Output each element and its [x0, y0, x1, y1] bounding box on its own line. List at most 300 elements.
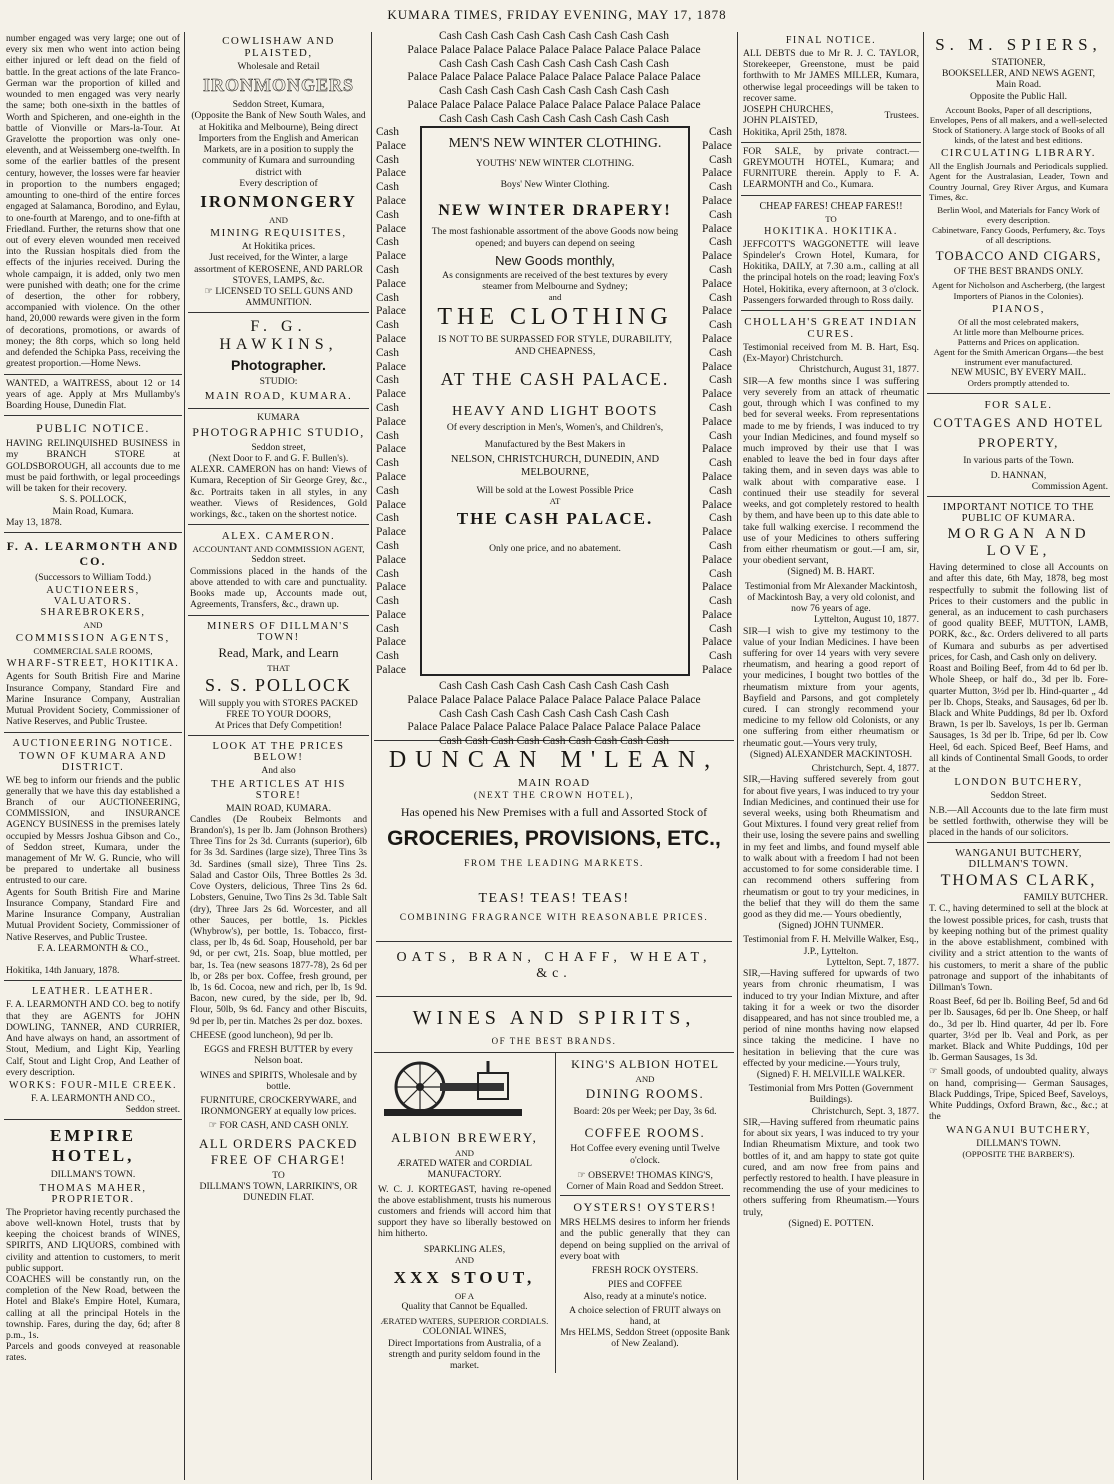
wanganui-heading: WANGANUI BUTCHERY, DILLMAN'S TOWN. — [955, 848, 1082, 871]
cash-palace-border-word: Palace — [701, 305, 732, 318]
commission-agent: Commission Agent. — [1031, 480, 1108, 492]
column-rule — [184, 32, 185, 1480]
cash-palace-border-word: Cash — [620, 30, 644, 42]
surpassed-text: IS NOT TO BE SURPASSED FOR STYLE, DURABILITY, AND CHEAPNESS, — [438, 334, 672, 357]
cash-palace-border-word: Cash — [620, 57, 644, 70]
empire-hotel-ad — [4, 1120, 182, 1367]
that-label: THAT — [267, 662, 290, 673]
cash-palace-border-word: Palace — [376, 139, 407, 152]
photographer-label: Photographer. — [231, 357, 326, 374]
corner-line: Corner of Main Road and Seddon Street. — [560, 1181, 730, 1196]
cash-palace-border-word: Palace — [538, 43, 569, 56]
ironmongers-banner: IRONMONGERS — [202, 75, 354, 96]
auction-signature: F. A. LEARMONTH & CO., — [37, 942, 149, 954]
cash-palace-border-word: Cash — [646, 680, 669, 692]
cash-palace-border-word: Palace — [376, 167, 407, 180]
cash-palace-border-word: Cash — [542, 30, 566, 42]
winter-stock: Just received, for the Winter, a large assortment of KEROSENE, AND PARLOR STOVES, LAMPS, &c. — [194, 252, 363, 286]
final-text: ALL DEBTS due to Mr R. J. C. TAYLOR, Storekeeper, Greenstone, must be paid forthwith to Mr JAMES MILLER, Kumara, otherwise legal proceedings will be taken to recover same. — [743, 48, 919, 104]
look-heading: LOOK AT THE PRICES BELOW! — [212, 741, 345, 764]
cash-palace-border-word: Palace — [701, 388, 732, 401]
cash-palace-border-word: Cash — [439, 680, 462, 692]
pointing-hand-icon: ☞ — [929, 1066, 941, 1078]
cash-palace-border-row — [374, 99, 734, 113]
cash-palace-border-word: Palace — [407, 693, 438, 706]
cameron-text: Commissions placed in the hands of the above attended to with care and punctuality. Books made up, Accounts made out, Agreements, Transfers, &c., drawn up. — [190, 565, 367, 611]
cash-palace-border-word: Cash — [464, 57, 488, 70]
cash-palace-border-word: Palace — [701, 664, 732, 677]
cash-palace-border-word: Cash — [516, 85, 540, 98]
every-description: Every description of — [239, 177, 318, 189]
look-address: MAIN ROAD, KUMARA. — [225, 802, 331, 814]
to-label: TO — [272, 1169, 285, 1181]
meat-prices: Roast and Boiling Beef, from 4d to 6d per lb. Whole Sheep, or half do., 3d per lb. Fore-quarter Mutton, 3½d per lb. Hind-quarter „ 4d per lb. Chops, Steaks, and Sausages, 6d per lb. Black and White Puddings, 8d per lb. Oxford Brawn, 1s per lb. Saveloys, 1s per lb. German Sausages, 1s 3d per lb. Tripe, 6d per lb. Cow Heel, 6d each. Spiced Beef, Beef Hams, and all kinds of Continental Small Goods, to order at the — [929, 663, 1108, 776]
cash-palace-border-word: Palace — [701, 194, 732, 207]
tobacco-heading: TOBACCO AND CIGARS, — [935, 248, 1102, 264]
albion-heading: ALBION BREWERY, — [391, 1130, 538, 1146]
cash-palace-border-word: Palace — [506, 98, 537, 111]
cash-palace-border-word: Cash — [464, 707, 488, 720]
cash-palace-border-word: Cash — [490, 30, 514, 42]
cash-palace-border-word: Cash — [568, 707, 592, 720]
monthly-line: New Goods monthly, — [495, 252, 615, 268]
cash-palace-border-word: Cash — [439, 735, 462, 748]
and-label: AND — [635, 1074, 655, 1085]
hawkins-heading: F. G. HAWKINS, — [219, 318, 338, 354]
boys-line: Boys' New Winter Clothing. — [500, 179, 610, 191]
spiers-heading: S. M. SPIERS, — [935, 35, 1102, 54]
column-1 — [4, 30, 182, 1480]
leather-works: WORKS: FOUR-MILE CREEK. — [8, 1079, 178, 1091]
cash-palace-border-word: Palace — [473, 98, 504, 111]
cash-palace-border-word: Cash — [376, 650, 399, 663]
cash-palace-border-word: Cash — [646, 707, 669, 720]
sale-rooms: COMMERCIAL SALE ROOMS, — [33, 646, 153, 657]
cash-palace-border-word: Palace — [701, 553, 732, 566]
pointing-hand-icon: ☞ — [204, 285, 216, 297]
smith-organs: Agent for the Smith American Organs—the best instrument ever manufactured. — [933, 346, 1104, 368]
column-3 — [374, 30, 734, 1480]
cash-palace-border-word: Cash — [568, 680, 592, 692]
empire-text: The Proprietor having recently purchased the above well-known Hotel, trusts that by keeping the choicest brands of WINES, SPIRITS, AND LIQUORS, combined with civility and attention to customers, to merit public support. — [6, 1206, 180, 1274]
cash-palace-border-word: Cash — [464, 30, 488, 42]
trustees-block — [743, 104, 919, 126]
cameron-sub: ACCOUNTANT AND COMMISSION AGENT, — [192, 544, 365, 555]
small-goods: ☞ Small goods, of undoubted quality, always on hand, comprising— German Sausages, Black Puddings, Tripe, Spiced Beef, Saveloys, White Puddings, Oxford Brawn, &c., &c.; at the — [929, 1066, 1108, 1123]
look-also: And also — [261, 765, 296, 777]
cash-palace-border-word: Palace — [701, 498, 732, 511]
cash-palace-border-word: Cash — [376, 401, 399, 414]
chollah-heading: CHOLLAH'S GREAT INDIAN CURES. — [744, 316, 918, 341]
cash-palace-border-word: Palace — [440, 43, 471, 56]
at-label: AT — [549, 496, 561, 507]
for-sale-heading: FOR SALE. — [984, 398, 1053, 411]
leather-signature: F. A. LEARMONTH AND CO., — [31, 1092, 155, 1104]
cash-palace-border-word: Cash — [646, 30, 669, 42]
cash-palace-border-row — [374, 708, 734, 722]
cash-palace-border-word: Cash — [490, 707, 514, 720]
cash-palace-border-word: Palace — [376, 332, 407, 345]
cash-palace-border-word: Palace — [376, 608, 407, 621]
cash-palace-border-top — [374, 30, 734, 127]
column-4 — [741, 30, 921, 1480]
studio-heading: PHOTOGRAPHIC STUDIO, — [192, 424, 365, 439]
leather-ad — [4, 981, 182, 1120]
empire-town: DILLMAN'S TOWN. — [50, 1169, 136, 1181]
cash-palace-border-word: Palace — [506, 721, 537, 734]
wanganui-footer: WANGANUI BUTCHERY, — [946, 1124, 1091, 1136]
cash-palace-ad — [374, 30, 734, 748]
public-notice — [4, 416, 182, 533]
steam-engine-illustration — [378, 1059, 528, 1119]
cash-palace-border-word: Palace — [571, 693, 602, 706]
hawkins-address: MAIN ROAD, KUMARA. — [204, 389, 353, 402]
nb-text: N.B.—All Accounts due to the late firm must be settled forthwith, otherwise they will be placed in the hands of our solicitors. — [929, 804, 1108, 838]
cash-palace-border-word: Palace — [376, 222, 407, 235]
ironmongery-heading: IRONMONGERY — [200, 191, 357, 211]
column-rule — [371, 32, 372, 1480]
cash-palace-border-word: Cash — [376, 126, 399, 138]
cash-palace-border-word: Cash — [568, 85, 592, 98]
cash-palace-border-word: Cash — [376, 539, 399, 552]
firm-trades: AUCTIONEERS, VALUATORS. SHAREBROKERS, — [40, 585, 146, 619]
observe-line: ☞ OBSERVE! THOMAS KING'S, — [577, 1169, 713, 1181]
cash-palace-border-word: Palace — [440, 721, 471, 734]
london-butchery: LONDON BUTCHERY, — [954, 777, 1083, 789]
makers-line: Manufactured by the Best Makers in — [484, 439, 626, 451]
cash-palace-border-word: Cash — [620, 680, 644, 692]
helms-address: Mrs HELMS, Seddon Street (opposite Bank of New Zealand). — [560, 1327, 730, 1350]
firm-street: WHARF-STREET, HOKITIKA. — [6, 658, 180, 670]
cash-palace-border-word: Palace — [637, 71, 668, 84]
hot-coffee: Hot Coffee every evening until Twelve o'clock. — [570, 1143, 720, 1166]
cash-palace-border-row — [374, 721, 734, 735]
auction-notice — [4, 733, 182, 982]
public-notice-heading: PUBLIC NOTICE. — [36, 421, 150, 436]
cash-palace-border-word: Cash — [376, 595, 399, 608]
orders-heading: ALL ORDERS PACKED FREE OF CHARGE! — [199, 1135, 358, 1167]
cowlishaw-ad — [188, 30, 369, 313]
final-heading: FINAL NOTICE. — [785, 35, 877, 46]
cash-palace-border-word: Cash — [709, 291, 732, 304]
wines-spirits-heading: WINES AND SPIRITS, — [376, 996, 732, 1030]
cash-palace-border-word: Palace — [571, 43, 602, 56]
cash-palace-border-word: Palace — [701, 277, 732, 290]
cash-palace-border-word: Cash — [439, 85, 462, 98]
cash-palace-border-row — [374, 71, 734, 85]
cash-palace-border-word: Cash — [709, 126, 732, 138]
account-books: Account Books, Paper of all descriptions, Envelopes, Pens of all makers, and a well-selected Stock of Stationery. A large stock of Books of all kinds, of the latest and best editions. — [929, 104, 1108, 146]
property-sale-ad — [927, 394, 1110, 498]
cash-palace-border-word: Palace — [407, 43, 438, 56]
cash-palace-border-word: Cash — [464, 680, 488, 692]
cash-palace-border-word: Cash — [516, 735, 540, 748]
cash-palace-border-word: Cash — [376, 153, 399, 166]
duncan-mclean-ad — [374, 741, 734, 1053]
agents-text: Agents for South British Fire and Marine Insurance Company, Standard Fire and Marine Insurance Company, Australian Mutual Provident Society, Commissioner of Native Reserves, and Public Trustee. — [6, 671, 180, 728]
cash-palace-border-word: Palace — [701, 470, 732, 483]
cash-palace-border-word: Cash — [464, 112, 488, 125]
empire-heading: EMPIRE HOTEL, — [50, 1126, 136, 1166]
cash-palace-border-word: Cash — [709, 484, 732, 497]
stationer-label: STATIONER, — [991, 57, 1046, 68]
cash-palace-border-word: Palace — [376, 553, 407, 566]
cash-palace-border-word: Cash — [709, 346, 732, 359]
cash-palace-border-word: Cash — [490, 112, 514, 125]
cash-palace-border-word: Palace — [473, 71, 504, 84]
berlin-wool: Berlin Wool, and Materials for Fancy Work of every description. — [937, 204, 1100, 225]
cash-palace-border-word: Cash — [376, 374, 399, 387]
cash-palace-border-word: Cash — [709, 539, 732, 552]
cash-palace-border-word: Cash — [646, 85, 669, 98]
cash-palace-border-word: Palace — [701, 415, 732, 428]
cash-palace-border-row — [374, 680, 734, 694]
hannan-name: D. HANNAN, — [990, 469, 1047, 481]
oats-heading: OATS, BRAN, CHAFF, WHEAT, &c. — [376, 941, 732, 982]
cash-palace-border-word: Palace — [637, 693, 668, 706]
consign-text: As consignments are received of the best textures by every steamer from Melbourne and Sydney; — [442, 269, 668, 293]
cash-palace-border-word: Cash — [709, 650, 732, 663]
cash-palace-border-word: Cash — [516, 112, 540, 125]
cash-palace-border-word: Palace — [376, 305, 407, 318]
dillmans-town: DILLMAN'S TOWN. — [976, 1137, 1061, 1149]
cash-palace-border-word: Cash — [594, 112, 618, 125]
studio-text: ALEXR. CAMERON has on hand: Views of Kumara, Reception of Sir George Grey, &c., &c. Portraits taken in all styles, in any weather. Views of Residences, Gold workings, &c., taken on the shortest notice. — [190, 464, 367, 521]
testimonial-date: Christchurch, August 31, 1877. — [799, 364, 919, 376]
cash-palace-border-word: Palace — [670, 71, 701, 84]
mens-clothing-heading: MEN'S NEW WINTER CLOTHING. — [448, 136, 662, 151]
cash-palace-border-word: Cash — [620, 85, 644, 98]
chollah-ad — [741, 311, 921, 1233]
cash-palace-border-word: Palace — [670, 98, 701, 111]
cash-palace-border-word: Cash — [594, 707, 618, 720]
leading-markets: FROM THE LEADING MARKETS. — [464, 859, 644, 870]
cash-palace-border-row — [374, 694, 734, 708]
cash-palace-border-word: Cash — [376, 263, 399, 276]
kings-hotel-column — [556, 1053, 734, 1373]
cash-palace-border-word: Palace — [407, 721, 438, 734]
testimonial-text: SIR—A few months since I was suffering very severely from an attack of rheumatic gout, through which I was confined to my bed for several weeks. From representations made to me by friends, I was induced to try your Indian Medicines, and found myself so much improved by their use that I was enabled to leave the bed in four days after taking them, and in seven days was able to walk about with comparative ease. I continued their use steadily for several weeks, and got completely restored to health by them, and have been up to this date able to take full walking exercise. I recommend the use of your Medicines to others suffering from either rheumatism or gout.—I am, sir, your obedient servant, — [743, 375, 919, 567]
of-a-label: OF A — [454, 1291, 475, 1301]
and-label: AND — [268, 214, 289, 225]
cash-palace-border-word: Palace — [376, 443, 407, 456]
cash-palace-border-word: Palace — [701, 167, 732, 180]
and-label: and — [548, 292, 562, 303]
and-label: AND — [454, 1254, 475, 1265]
cash-palace-border-word: Palace — [376, 470, 407, 483]
cash-palace-border-word: Cash — [709, 567, 732, 580]
orders-line: Orders promptly attended to. — [967, 378, 1070, 389]
fruit-line: A choice selection of FRUIT always on hand, at — [569, 1304, 721, 1327]
cash-palace-border-word: Palace — [376, 194, 407, 207]
testimonial-date: Lyttelton, August 10, 1877. — [813, 614, 919, 626]
cowlishaw-street: Seddon Street, Kumara, — [232, 99, 325, 111]
miners-heading: MINERS OF DILLMAN'S TOWN! — [207, 620, 350, 643]
cash-palace-border-word: Cash — [516, 57, 540, 70]
cash-palace-border-word: Palace — [604, 98, 635, 111]
cash-palace-border-row — [374, 30, 734, 44]
cash-palace-border-word: Palace — [376, 277, 407, 290]
auction-agents: Agents for South British Fire and Marine Insurance Company, Standard Fire and Marine Insurance Company, Australian Mutual Provident Society, Commissioner of Native Reserves, and Public Trustee. — [6, 886, 180, 943]
melbourne-prices: At little more than Melbourne prices. — [953, 326, 1084, 337]
cash-palace-border-word: Cash — [542, 112, 566, 125]
board-rates: Board: 20s per Week; per Day, 3s 6d. — [573, 1106, 717, 1118]
column-2 — [188, 30, 369, 1480]
waggonette-ad — [741, 196, 921, 311]
eggs-line: EGGS and FRESH BUTTER by every Nelson boat. — [204, 1044, 353, 1067]
date: May 13, 1878. — [6, 516, 62, 528]
cash-palace-border-word: Cash — [376, 622, 399, 635]
cash-palace-border-word: Cash — [709, 374, 732, 387]
cash-palace-border-word: Palace — [670, 693, 701, 706]
town-heading: TOWN OF KUMARA AND DISTRICT. — [19, 750, 167, 773]
cash-palace-border-word: Cash — [709, 401, 732, 414]
cash-palace-border-word: Cash — [709, 153, 732, 166]
morgan-text: Having determined to close all Accounts on and after this date, 6th May, 1878, beg most respectfully to submit the following list of Prices to their customers and the public in general, as an inducement to cash purchasers of good quality BEEF, MUTTON, LAMB, PORK, &c., &c. Orders delivered to all parts of Kumara and suburbs as per advertised prices, for Cash, and Cash only on delivery. — [929, 562, 1108, 663]
cash-palace-border-word: Palace — [571, 98, 602, 111]
cash-palace-border-row — [374, 735, 734, 749]
cash-palace-border-word: Cash — [376, 346, 399, 359]
cash-palace-border-word: Cash — [542, 735, 566, 748]
cameron-street: Seddon street. — [251, 554, 306, 566]
cash-palace-border-word: Palace — [604, 693, 635, 706]
family-butcher: FAMILY BUTCHER. — [1023, 892, 1108, 904]
pies-coffee: PIES and COFFEE — [607, 1279, 683, 1291]
aerated-waters: ÆRATED WATERS, SUPERIOR CORDIALS. — [380, 1316, 549, 1327]
teas-heading: TEAS! TEAS! TEAS! — [478, 891, 630, 907]
quality-line: Quality that Cannot be Equalled. — [401, 1301, 528, 1313]
cash-palace-border-word: Palace — [604, 71, 635, 84]
main-road-label: MAIN ROAD — [517, 777, 591, 789]
war-article — [4, 30, 182, 375]
testimonial-signature: (Signed) E. POTTEN. — [788, 1217, 874, 1229]
sparkling-line: SPARKLING ALES, — [423, 1243, 506, 1255]
public-notice-text: HAVING RELINQUISHED BUSINESS in my BRANCH STORE at GOLDSBOROUGH, all accounts due to me must be paid forthwith, or legal proceedings will be taken for their recovery. — [6, 438, 180, 495]
cities-line: NELSON, CHRISTCHURCH, DUNEDIN, AND MELBOURNE, — [450, 454, 660, 478]
studio-street: Seddon street, — [251, 441, 306, 453]
cash-palace-border-word: Cash — [439, 112, 462, 125]
passengers-text: Passengers forwarded through to Ross daily. — [743, 294, 914, 306]
testimonial-signature: (Signed) JOHN TUNMER. — [778, 920, 884, 932]
photo-studio-ad — [188, 409, 369, 526]
hokitika-prices: At Hokitika prices. — [241, 241, 316, 253]
cash-palace-border-word: Palace — [376, 636, 407, 649]
cash-palace-border-word: Cash — [490, 57, 514, 70]
best-brands: OF THE BEST BRANDS. — [491, 1036, 617, 1047]
cash-palace-border-word: Palace — [701, 443, 732, 456]
cash-palace-border-word: Cash — [376, 319, 399, 332]
leather-text: F. A. LEARMONTH AND CO. beg to notify that they are AGENTS for JOHN DOWLING, TANNER, AND CURRIER, And have always on hand, an assortment of Stout, Medium, and Light Kip, Yearling Calf, Stout and Light Crop, And Leather of every description. — [6, 999, 180, 1078]
cash-palace-border-word: Cash — [376, 181, 399, 194]
signature: S. S. POLLOCK, — [59, 494, 127, 506]
cash-palace-border-bottom — [374, 680, 734, 749]
read-mark-learn: Read, Mark, and Learn — [218, 644, 339, 660]
cash-palace-border-word: Palace — [538, 721, 569, 734]
cash-palace-border-word: Cash — [516, 30, 540, 42]
clark-text: T. C., having determined to sell at the block at the lowest possible prices, for cash, trusts that by keeping nothing but of the primest quality in the above establishment, combined with civility and a strict attention to the wants of his customers, to merit a share of the public patronage and support of the inhabitants of Dillman's Town. — [929, 903, 1108, 993]
cash-palace-border-word: Cash — [439, 707, 462, 720]
cash-palace-border-word: Cash — [490, 85, 514, 98]
wanganui-butchery-ad — [927, 843, 1110, 1163]
cash-palace-border-word: Cash — [542, 707, 566, 720]
kortegast-text: W. C. J. KORTEGAST, having re-opened the above establishment, trusts his numerous customers and friends will accord him that support they have so liberally bestowed on him hitherto. — [378, 1183, 551, 1240]
cash-palace-border-word: Palace — [376, 664, 407, 677]
testimonial-date: Lyttelton, Sept. 7, 1877. — [826, 956, 919, 968]
cash-palace-border-word: Palace — [376, 250, 407, 263]
cheese-line: CHEESE (good luncheon), 9d per lb. — [190, 1029, 334, 1041]
testimonial-intro: Testimonial received from M. B. Hart, Esq. (Ex-Mayor) Christchurch. — [743, 342, 919, 365]
important-notice: IMPORTANT NOTICE TO THE PUBLIC OF KUMARA. — [942, 502, 1095, 525]
patterns-line: Patterns and Prices on application. — [957, 336, 1080, 347]
cash-palace-border-word: Palace — [604, 721, 635, 734]
cowlishaw-text: (Opposite the Bank of New South Wales, and at Hokitika and Melbourne), Being direct Importers from the English and American Markets, are in a position to supply the community of Kumara and surrounding district with — [191, 110, 366, 178]
at-cash-palace: AT THE CASH PALACE. — [440, 368, 670, 389]
cash-palace-border-row — [374, 113, 734, 127]
cash-palace-border-word: Palace — [701, 581, 732, 594]
destinations: DILLMAN'S TOWN, LARRIKIN'S, OR DUNEDIN FLAT. — [199, 1180, 358, 1204]
cabinetware: Cabinetware, Fancy Goods, Perfumery, &c. Toys of all descriptions. — [932, 224, 1105, 246]
cash-palace-border-word: Cash — [646, 735, 669, 748]
cheap-fares: CHEAP FARES! CHEAP FARES!! — [759, 200, 903, 212]
and-label: AND — [454, 1148, 475, 1159]
cash-palace-border-word: Cash — [646, 57, 669, 70]
cash-palace-border-word: Cash — [709, 236, 732, 249]
circulating-library: CIRCULATING LIBRARY. — [940, 147, 1097, 160]
cash-palace-panel — [420, 126, 690, 676]
cash-palace-border-right — [702, 126, 732, 678]
cash-palace-border-left — [376, 126, 406, 678]
cowlishaw-heading: COWLISHAW AND PLAISTED, — [222, 35, 335, 59]
duncan-heading: DUNCAN M'LEAN, — [388, 747, 720, 773]
boots-heading: HEAVY AND LIGHT BOOTS — [452, 403, 658, 419]
final-notice-ad — [741, 30, 921, 143]
cottages-heading: COTTAGES AND HOTEL PROPERTY, — [933, 414, 1104, 450]
pollock-prices: At Prices that Defy Competition! — [214, 720, 343, 732]
cash-palace-border-word: Cash — [568, 57, 592, 70]
cash-palace-border-word: Palace — [376, 360, 407, 373]
clothing-heading: THE CLOTHING — [437, 304, 673, 331]
combining-line: COMBINING FRAGRANCE WITH REASONABLE PRICES. — [399, 913, 709, 924]
cash-palace-border-word: Palace — [538, 71, 569, 84]
testimonial-signature: (Signed) ALEXANDER MACKINTOSH. — [749, 748, 913, 760]
cash-palace-border-word: Cash — [439, 57, 462, 70]
cash-palace-border-word: Cash — [709, 429, 732, 442]
cash-palace-border-word: Palace — [701, 360, 732, 373]
cash-palace-border-word: Palace — [376, 388, 407, 401]
new-music: NEW MUSIC, BY EVERY MAIL. — [950, 367, 1087, 379]
column-5 — [927, 30, 1110, 1480]
seddon-street: Seddon Street. — [990, 790, 1047, 802]
opposite-barbers: (OPPOSITE THE BARBER'S). — [962, 1148, 1075, 1159]
cash-palace-border-word: Palace — [701, 222, 732, 235]
empire-parcels: Parcels and goods conveyed at reasonable rates. — [6, 1341, 180, 1364]
masthead: KUMARA TIMES, FRIDAY EVENING, MAY 17, 1878 — [387, 7, 727, 22]
cash-palace-border-word: Cash — [376, 457, 399, 470]
hokitika-heading: HOKITIKA. HOKITIKA. — [764, 225, 898, 237]
hotel-sale-ad — [741, 143, 921, 196]
leather-street: Seddon street. — [125, 1104, 180, 1116]
cash-palace-border-word: Cash — [542, 57, 566, 70]
wines-line: WINES and SPIRITS, Wholesale and by bottle. — [199, 1069, 358, 1092]
cash-palace-border-word: Cash — [620, 735, 644, 748]
auction-heading: AUCTIONEERING NOTICE. — [12, 737, 174, 749]
main-road: Main Road. — [995, 79, 1042, 91]
cash-palace-border-row — [374, 44, 734, 58]
mining-requisites: MINING REQUISITES, — [210, 227, 347, 240]
cash-palace-border-word: Cash — [594, 57, 618, 70]
cash-palace-border-word: Palace — [440, 71, 471, 84]
final-date: Hokitika, April 25th, 1878. — [743, 126, 847, 138]
